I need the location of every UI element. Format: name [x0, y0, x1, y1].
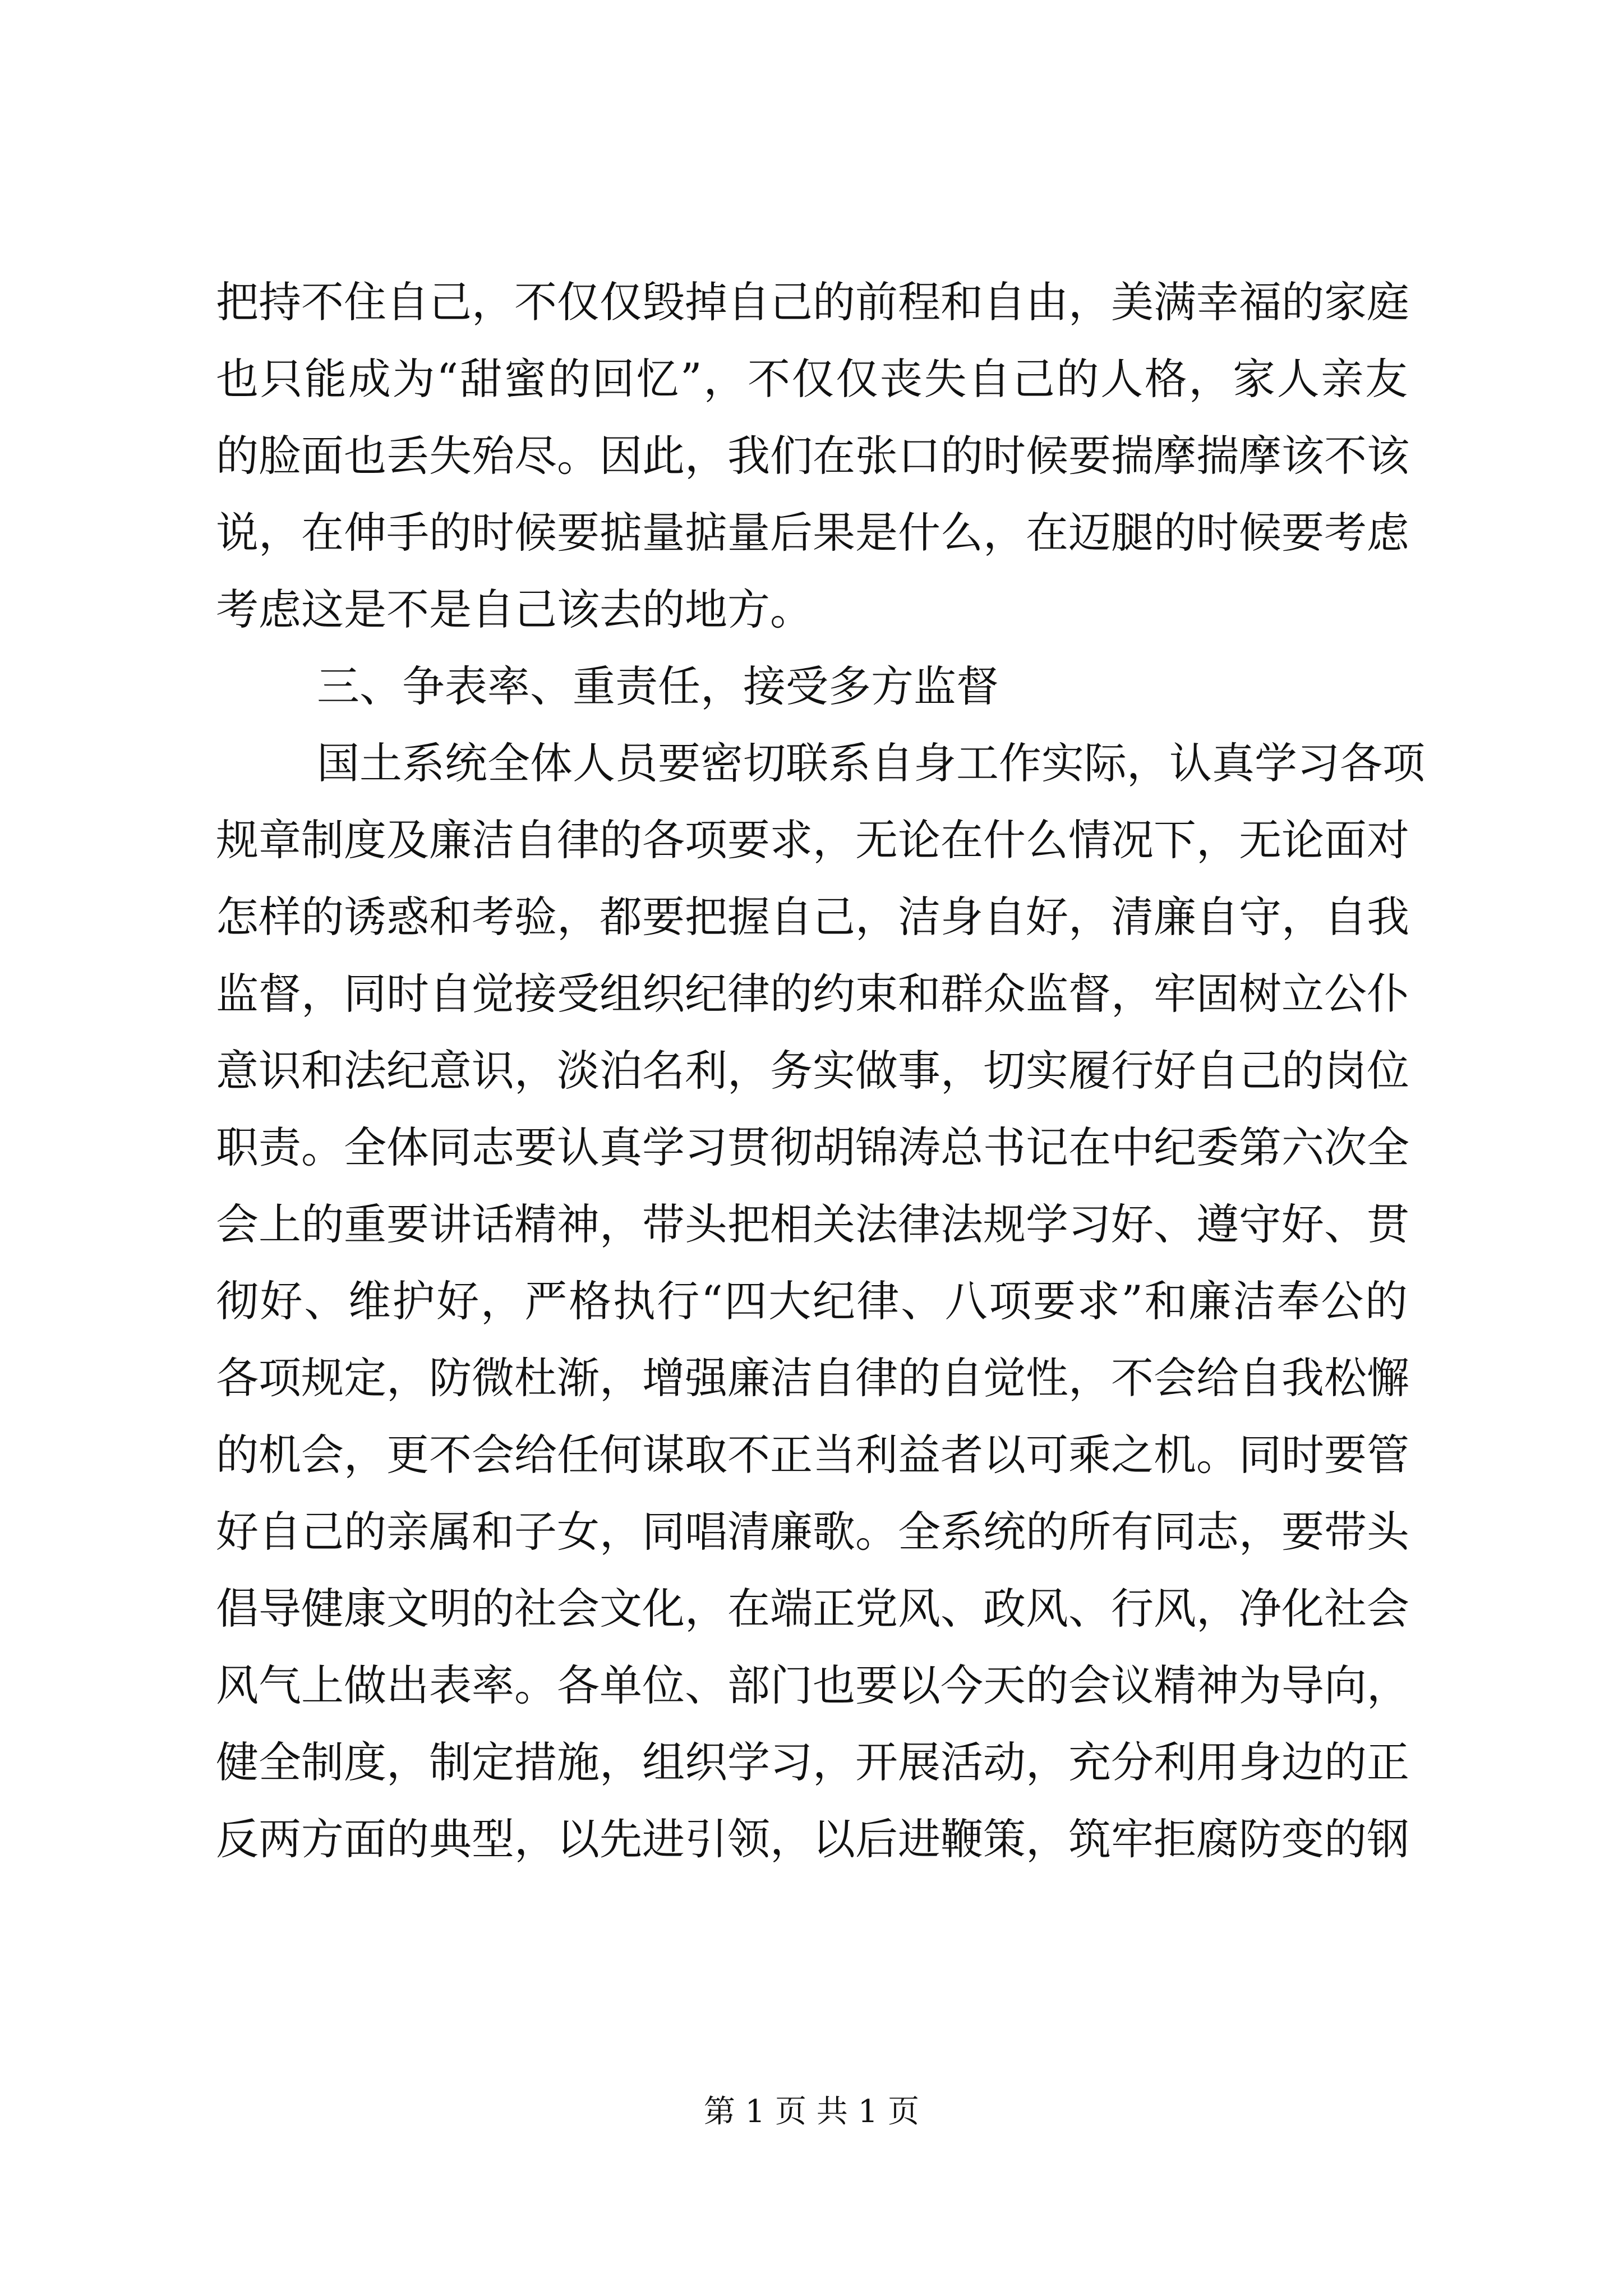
body-line: 的脸面也丢失殆尽。因此，我们在张口的时候要揣摩揣摩该不该: [216, 431, 1409, 481]
body-line: 说，在伸手的时候要掂量掂量后果是什么，在迈腿的时候要考虑: [216, 508, 1409, 558]
section-heading: 三、争表率、重责任，接受多方监督: [317, 661, 999, 711]
body-line: 怎样的诱惑和考验，都要把握自己，洁身自好，清廉自守，自我: [216, 892, 1409, 942]
body-line: 规章制度及廉洁自律的各项要求，无论在什么情况下，无论面对: [216, 815, 1409, 865]
page-number-footer: 第 1 页 共 1 页: [703, 2093, 920, 2130]
body-line: 风气上做出表率。各单位、部门也要以今天的会议精神为导向，: [216, 1660, 1409, 1710]
body-line: 把持不住自己，不仅仅毁掉自己的前程和自由，美满幸福的家庭: [216, 277, 1409, 327]
body-line: 好自己的亲属和子女，同唱清廉歌。全系统的所有同志，要带头: [216, 1507, 1409, 1557]
body-line: 监督，同时自觉接受组织纪律的约束和群众监督，牢固树立公仆: [216, 969, 1409, 1019]
body-line: 彻好、维护好，严格执行“四大纪律、八项要求”和廉洁奉公的: [216, 1276, 1408, 1326]
body-line: 考虑这是不是自己该去的地方。: [216, 585, 813, 634]
body-line: 会上的重要讲话精神，带头把相关法律法规学习好、遵守好、贯: [216, 1199, 1409, 1249]
body-line: 各项规定，防微杜渐，增强廉洁自律的自觉性，不会给自我松懈: [216, 1353, 1409, 1403]
body-line: 意识和法纪意识，淡泊名利，务实做事，切实履行好自己的岗位: [216, 1046, 1409, 1096]
body-line: 反两方面的典型，以先进引领，以后进鞭策，筑牢拒腐防变的钢: [216, 1814, 1409, 1864]
body-line: 也只能成为“甜蜜的回忆”，不仅仅丧失自己的人格，家人亲友: [216, 354, 1408, 404]
body-line: 职责。全体同志要认真学习贯彻胡锦涛总书记在中纪委第六次全: [216, 1122, 1409, 1172]
document-body: [216, 264, 1425, 1878]
body-line: 健全制度，制定措施，组织学习，开展活动，充分利用身边的正: [216, 1737, 1409, 1787]
body-line: 国土系统全体人员要密切联系自身工作实际，认真学习各项: [317, 738, 1425, 788]
body-line: 的机会，更不会给任何谋取不正当利益者以可乘之机。同时要管: [216, 1430, 1409, 1480]
body-line: 倡导健康文明的社会文化，在端正党风、政风、行风，净化社会: [216, 1584, 1409, 1634]
